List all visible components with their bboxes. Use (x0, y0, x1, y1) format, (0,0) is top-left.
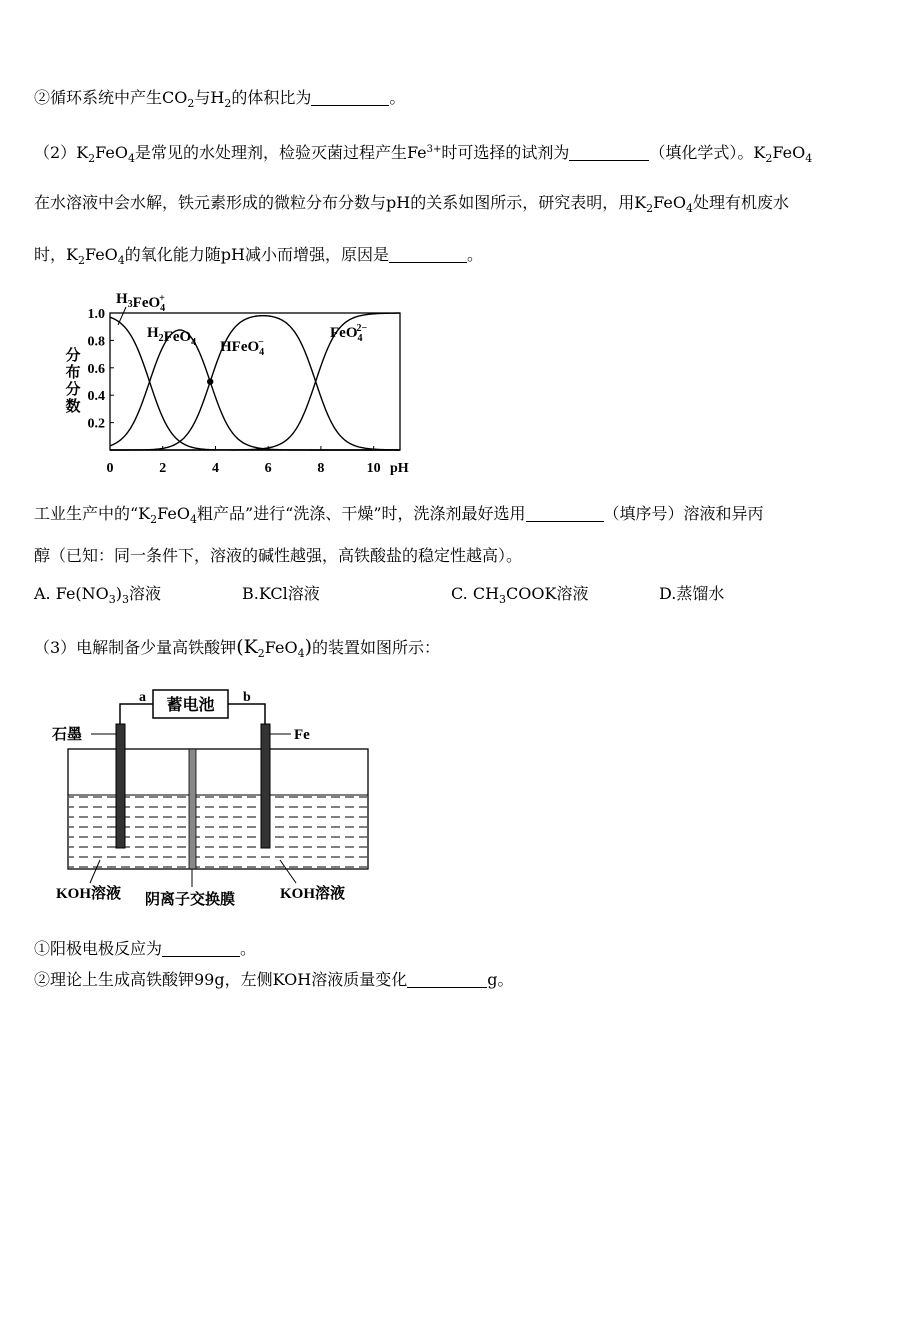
iron-electrode (261, 724, 270, 848)
label-HFeO4-: HFeO$_4$− (220, 337, 265, 358)
label-H2FeO4: $H_2FeO_4$ (147, 325, 197, 348)
battery-label: 蓄电池 (166, 697, 215, 714)
wire-left (120, 704, 153, 724)
question-3-part-1: ①阳极电极反应为 。 (34, 939, 257, 958)
anion-exchange-membrane (189, 749, 196, 869)
x-tick-label: 4 (211, 461, 219, 476)
question-2-wash-line-1: 工业生产中的“$K_2FeO_4$粗产品”进行“洗涤、干燥”时，洗涤剂最好选用 （填序号）溶液和异丙 (34, 504, 764, 526)
option-a[interactable]: A. $Fe(NO_3)_3$溶液 (34, 584, 162, 606)
y-axis-label-text: 分布分数 (65, 348, 81, 415)
question-1-part-2: ②循环系统中产生$CO_2$与$H_2$的体积比为 。 (34, 88, 406, 110)
label-FeO42-: FeO$_4$2− (330, 323, 368, 344)
y-tick-label: 0.4 (87, 389, 105, 405)
x-tick-label: 2 (159, 461, 167, 476)
wire-right (228, 704, 265, 724)
y-tick-label: 1.0 (87, 307, 105, 322)
answer-blank[interactable] (311, 91, 389, 106)
answer-blank[interactable] (407, 973, 487, 988)
intersection-point (207, 378, 213, 384)
y-tick-label: 0.2 (87, 416, 105, 432)
terminal-a: a (139, 690, 146, 705)
question-2-line-1: $(2)K_2FeO_4$是常见的水处理剂，检验灭菌过程产生$Fe^{3+}$时可选择的试剂为 （填化学式）。$K_2FeO_4$ (34, 143, 813, 165)
x-tick-label: 8 (317, 461, 325, 476)
question-2-wash-line-2: 醇（已知：同一条件下，溶液的碱性越强，高铁酸盐的稳定性越高）。 (34, 546, 523, 565)
x-tick-label: 6 (264, 461, 272, 476)
y-tick-label: 0.8 (87, 334, 105, 350)
option-b[interactable]: B.KCl溶液 (242, 584, 320, 603)
label-H3FeO4+: $H_3FeO_4+$ (116, 291, 166, 314)
distribution-chart (60, 285, 420, 480)
left-solution-label: KOH溶液 (56, 886, 122, 902)
answer-blank[interactable] (389, 248, 467, 263)
right-solution-label: KOH溶液 (280, 886, 346, 902)
x-axis-label: pH (390, 461, 409, 476)
terminal-b: b (243, 690, 251, 705)
y-tick-label: 0.6 (87, 361, 105, 377)
question-2-line-2: 在水溶液中会水解，铁元素形成的微粒分布分数与pH的关系如图所示，研究表明，用$K_2FeO_4$处理有机废水 (34, 193, 789, 215)
y-axis-label (65, 346, 80, 415)
electrolysis-apparatus (50, 682, 380, 914)
answer-blank[interactable] (526, 507, 604, 522)
iron-label: Fe (294, 727, 310, 743)
label-leader (118, 307, 126, 325)
option-d[interactable]: D.蒸馏水 (659, 584, 725, 603)
question-2-line-3: 时，$K_2FeO_4$的氧化能力随pH减小而增强，原因是 。 (34, 245, 483, 267)
answer-blank[interactable] (569, 146, 649, 161)
answer-blank[interactable] (162, 942, 240, 957)
option-c[interactable]: C. $CH_3COOK$溶液 (451, 584, 589, 606)
x-tick-label: 10 (366, 461, 381, 476)
membrane-label: 阴离子交换膜 (145, 892, 236, 908)
question-3-part-2: ②理论上生成高铁酸钾99g，左侧KOH溶液质量变化 g。 (34, 970, 514, 989)
species-labels (116, 291, 368, 358)
question-3-intro: （3）电解制备少量高铁酸钾$(K_2FeO_4)$的装置如图所示： (34, 636, 441, 660)
graphite-electrode (116, 724, 125, 848)
x-tick-label: 0 (106, 461, 114, 476)
graphite-label: 石墨 (52, 727, 83, 743)
koh-solution (69, 796, 367, 868)
